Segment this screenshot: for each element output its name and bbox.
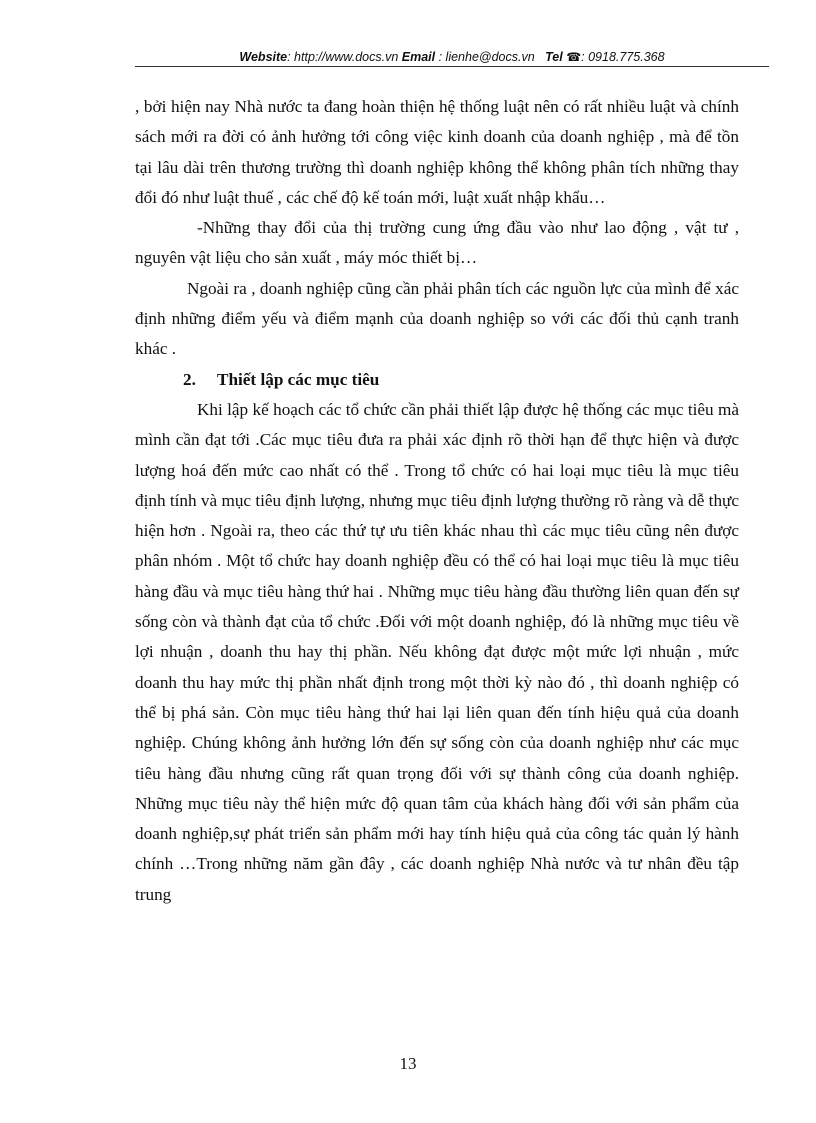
phone-icon: ☎ [566,50,582,64]
section-heading [135,365,739,395]
email-value: : lienhe@docs.vn [435,50,535,64]
header-divider [135,66,769,67]
paragraph-input-market: -Những thay đổi của thị trường cung ứng đầu vào như lao động , vật tư , nguyên vật liệu cho sản xuất , máy móc thiết bị… [135,218,739,268]
paragraph-resources: Ngoài ra , doanh nghiệp cũng cần phải phân tích các nguồn lực của mình để xác định những điểm yếu và điểm mạnh của doanh nghiệp so với các đối thủ cạnh tranh khác . [135,278,739,359]
paragraph-objectives: Khi lập kế hoạch các tổ chức cần phải thiết lập được hệ thống các mục tiêu mà mình cần đạt tới .Các mục tiêu đưa ra phải xác định rõ thời hạn để thực hiện và được lượng hoá đến mức cao nhất có thể . Trong tổ chức có hai loại mục tiêu là mục tiêu định tính và mục tiêu định lượng, nhưng mục tiêu định lượng thường rõ ràng và dễ thực hiện hơn . Ngoài ra, theo các thứ tự ưu tiên khác nhau thì các mục tiêu cũng nên được phân nhóm . Một tổ chức hay doanh nghiệp đều có thể có hai loại mục tiêu là mục tiêu hàng đầu và mục tiêu hàng thứ hai . Những mục tiêu hàng đầu thường liên quan đến sự sống còn và thành đạt của tổ chức .Đối với một doanh nghiệp, đó là những mục tiêu về lợi nhuận , doanh thu hay thị phần. Nếu không đạt được một mức lợi nhuận , mức doanh thu hay mức thị phần nhất định trong một thời kỳ nào đó , thì doanh nghiệp có thể bị phá sản. Còn mục tiêu hàng thứ hai lại liên quan đến tính hiệu quả của doanh nghiệp. Chúng không ảnh hưởng lớn đến sự sống còn của doanh nghiệp như các mục tiêu hàng đầu nhưng cũng rất quan trọng đối với sự thành công của doanh nghiệp. Những mục tiêu này thể hiện mức độ quan tâm của khách hàng đối với sản phẩm của doanh nghiệp,sự phát triển sản phẩm mới hay tính hiệu quả của công tác quản lý hành chính …Trong những năm gần đây , các doanh nghiệp Nhà nước và tư nhân đều tập trung [135,399,739,904]
section-title: Thiết lập các mục tiêu [217,369,380,389]
page-header [135,48,769,68]
website-value: : http://www.docs.vn [287,50,399,64]
website-label: Website [239,50,288,64]
tel-value: : 0918.775.368 [581,50,665,64]
tel-label: Tel [545,50,563,64]
page-body [135,92,739,910]
page-number: 13 [399,1054,417,1073]
email-label: Email [401,50,436,64]
paragraph-legal-changes: , bởi hiện nay Nhà nước ta đang hoàn thiện hệ thống luật nên có rất nhiều luật và chính sách mới ra đời có ảnh hưởng tới công việc kinh doanh của doanh nghiệp , mà để tồn tại lâu dài trên thương trường thì doanh nghiệp không thể không phân tích những thay đổi đó như luật thuế , các chế độ kế toán mới, luật xuất nhập khẩu… [135,97,739,207]
section-number: 2. [183,369,196,389]
